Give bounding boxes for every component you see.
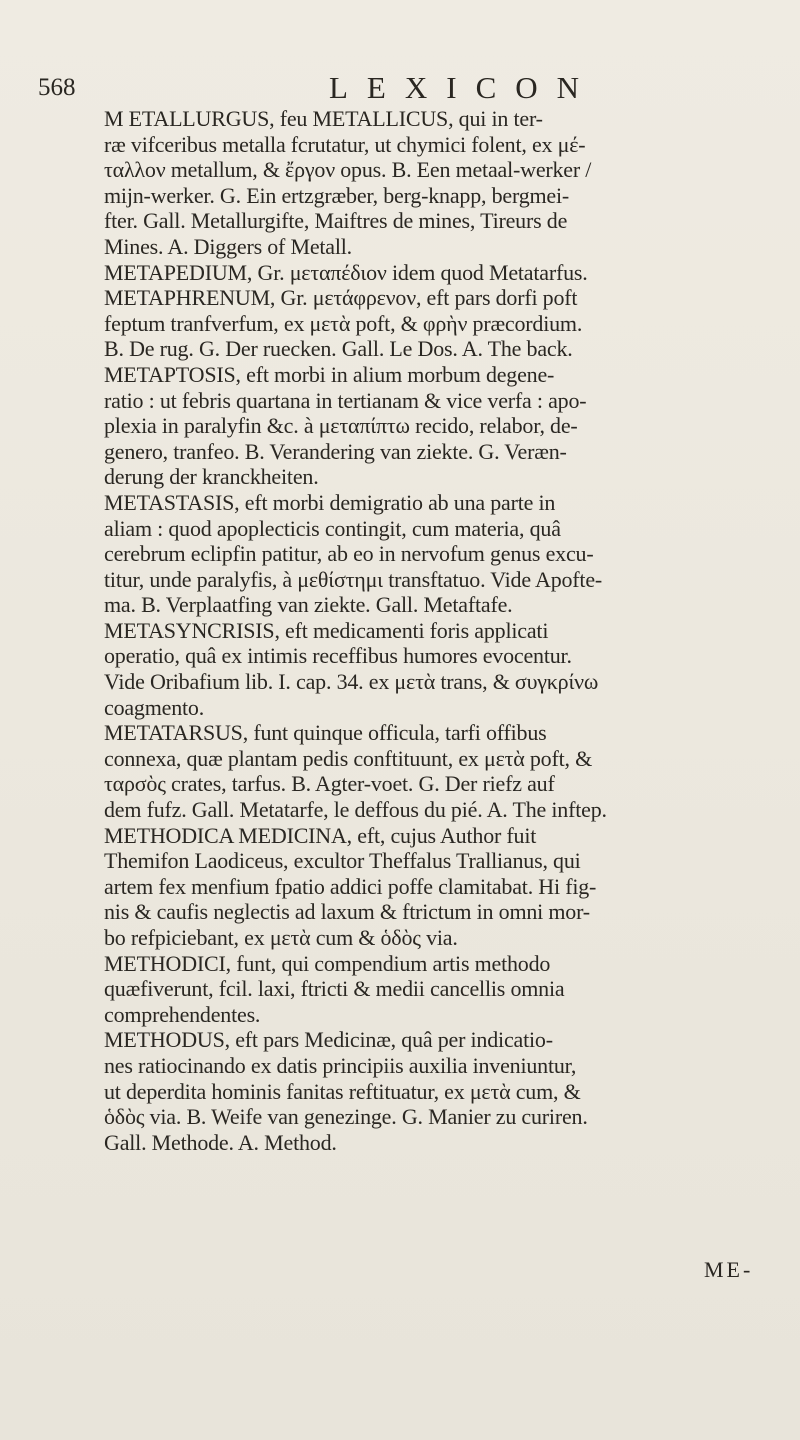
- text-line: METHODUS, eft pars Medicinæ, quâ per indicatio-: [104, 1027, 553, 1053]
- text-line: METAPHRENUM, Gr. μετάφρενον, eft pars dorfi poft: [104, 285, 578, 311]
- text-line: ταρσὸς crates, tarfus. B. Agter-voet. G. Der riefz auf: [104, 771, 555, 797]
- text-line: B. De rug. G. Der ruecken. Gall. Le Dos. A. The back.: [104, 336, 573, 362]
- text-line: ὁδὸς via. B. Weife van genezinge. G. Manier zu curiren.: [104, 1104, 588, 1130]
- text-line: M ETALLURGUS, feu METALLICUS, qui in ter-: [104, 106, 543, 131]
- text-line: ratio : ut febris quartana in tertianam & vice verfa : apo-: [104, 387, 587, 413]
- text-line: ταλλον metallum, & ἔργον opus. B. Een metaal-werker /: [104, 157, 592, 183]
- text-line: METASYNCRISIS, eft medicamenti foris applicati: [104, 617, 549, 643]
- text-line: METAPTOSIS, eft morbi in alium morbum degene-: [104, 361, 555, 387]
- text-line: Vide Oribafium lib. I. cap. 34. ex μετὰ trans, & συγκρίνω: [104, 669, 599, 695]
- text-line: coagmento.: [104, 694, 205, 720]
- text-line: Mines. A. Diggers of Metall.: [104, 233, 352, 259]
- text-line: artem fex menfium fpatio addici poffe clamitabat. Hi fig-: [104, 873, 597, 899]
- text-line: METAPEDIUM, Gr. μεταπέδιον idem quod Metatarfus.: [104, 259, 588, 285]
- text-line: METHODICI, funt, qui compendium artis methodo: [104, 950, 551, 976]
- dictionary-text: [104, 106, 768, 1155]
- text-line: Themifon Laodiceus, excultor Theffalus Trallianus, qui: [104, 848, 581, 874]
- text-line: operatio, quâ ex intimis receffibus humores evocentur.: [104, 643, 572, 669]
- text-line: titur, unde paralyfis, à μεθίστημι transftatuo. Vide Apofte-: [104, 566, 603, 592]
- text-line: nis & caufis neglectis ad laxum & ftrictum in omni mor-: [104, 899, 590, 925]
- text-line: quæfiverunt, fcil. laxi, ftricti & medii cancellis omnia: [104, 976, 565, 1002]
- text-line: plexia in paralyfin &c. à μεταπίπτω recido, relabor, de-: [104, 413, 578, 439]
- page-header: [38, 70, 778, 106]
- text-line: METATARSUS, funt quinque officula, tarfi offibus: [104, 720, 547, 746]
- text-line: dem fufz. Gall. Metatarfe, le deffous du pié. A. The inftep.: [104, 797, 607, 823]
- text-line: METHODICA MEDICINA, eft, cujus Author fuit: [104, 822, 537, 848]
- text-line: genero, tranfeo. B. Verandering van ziekte. G. Veræn-: [104, 438, 567, 464]
- text-line: ut deperdita hominis fanitas reftituatur, ex μετὰ cum, &: [104, 1078, 581, 1104]
- page-number: 568: [38, 74, 76, 101]
- text-line: nes ratiocinando ex datis principiis auxilia inveniuntur,: [104, 1052, 577, 1078]
- text-line: fter. Gall. Metallurgifte, Maiftres de mines, Tireurs de: [104, 208, 568, 234]
- catchword: ME-: [704, 1257, 754, 1282]
- text-line: comprehendentes.: [104, 1001, 261, 1027]
- running-head: LEXICON: [329, 70, 599, 105]
- text-line: mijn-werker. G. Ein ertzgræber, berg-knapp, bergmei-: [104, 182, 570, 208]
- text-line: aliam : quod apoplecticis contingit, cum materia, quâ: [104, 515, 561, 541]
- text-line: METASTASIS, eft morbi demigratio ab una parte in: [104, 489, 556, 515]
- text-line: feptum tranfverfum, ex μετὰ poft, & φρὴν præcordium.: [104, 310, 583, 336]
- text-line: ræ vifceribus metalla fcrutatur, ut chymici folent, ex μέ-: [104, 131, 586, 157]
- text-line: ma. B. Verplaatfing van ziekte. Gall. Metaftafe.: [104, 592, 513, 618]
- text-line: bo refpiciebant, ex μετὰ cum & ὁδὸς via.: [104, 925, 458, 950]
- text-line: cerebrum eclipfin patitur, ab eo in nervofum genus excu-: [104, 541, 594, 567]
- text-line: connexa, quæ plantam pedis conftituunt, ex μετὰ poft, &: [104, 745, 593, 771]
- text-line: derung der kranckheiten.: [104, 464, 319, 490]
- text-line: Gall. Methode. A. Method.: [104, 1129, 337, 1155]
